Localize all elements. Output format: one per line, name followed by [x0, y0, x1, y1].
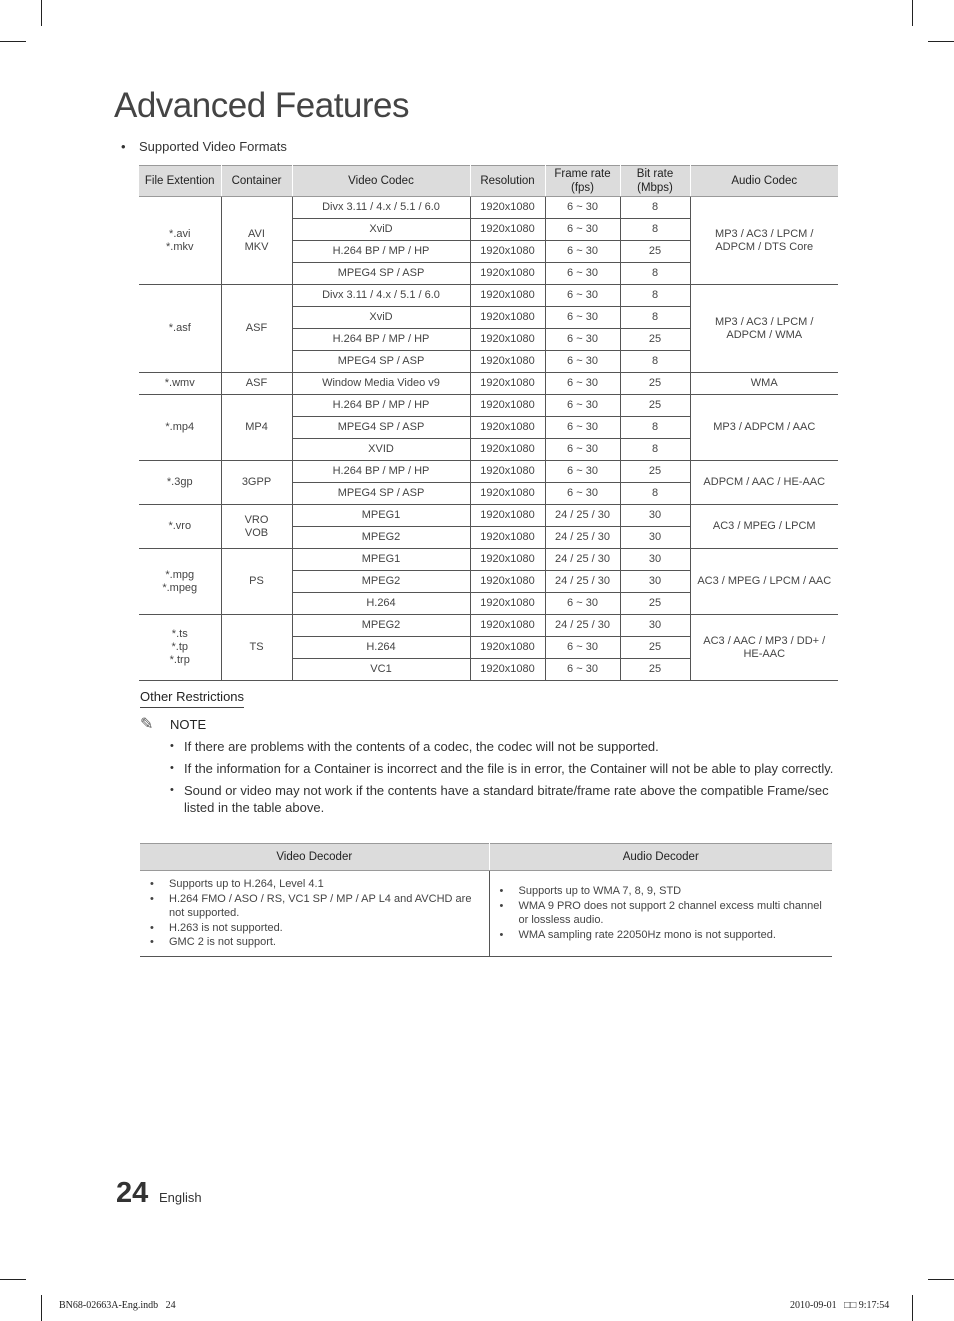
other-restrictions-heading: Other Restrictions: [140, 689, 244, 708]
audio-codec-cell: MP3 / ADPCM / AAC: [690, 395, 838, 461]
bit-rate-cell: 25: [620, 373, 690, 395]
video-codec-cell: MPEG4 SP / ASP: [292, 417, 470, 439]
crop-mark: [0, 41, 26, 42]
list-item: [148, 935, 481, 950]
table-row: [139, 285, 838, 307]
table-row: [139, 197, 838, 219]
resolution-cell: 1920x1080: [470, 197, 545, 219]
resolution-cell: 1920x1080: [470, 395, 545, 417]
video-codec-cell: MPEG2: [292, 527, 470, 549]
crop-mark: [912, 1295, 913, 1321]
list-item-text: WMA sampling rate 22050Hz mono is not supported.: [518, 928, 776, 941]
bullet-icon: •: [121, 139, 126, 154]
list-item-text: If there are problems with the contents of a codec, the codec will not be supported.: [184, 739, 659, 754]
video-codec-cell: MPEG4 SP / ASP: [292, 263, 470, 285]
frame-rate-header: Frame rate (fps): [545, 166, 620, 197]
bullet-icon: •: [170, 762, 174, 774]
list-item: [170, 738, 842, 755]
bit-rate-cell: 30: [620, 549, 690, 571]
container-cell: MP4: [221, 395, 292, 461]
decoder-header-row: [140, 844, 832, 871]
video-decoder-cell: [140, 871, 489, 957]
resolution-cell: 1920x1080: [470, 329, 545, 351]
list-item: [148, 921, 481, 936]
table-row: [139, 461, 838, 483]
frame-rate-cell: 6 ~ 30: [545, 659, 620, 681]
frame-rate-cell: 6 ~ 30: [545, 351, 620, 373]
frame-rate-cell: 6 ~ 30: [545, 307, 620, 329]
resolution-cell: 1920x1080: [470, 615, 545, 637]
resolution-cell: 1920x1080: [470, 659, 545, 681]
resolution-cell: 1920x1080: [470, 593, 545, 615]
container-cell: AVI MKV: [221, 197, 292, 285]
table-row: [139, 505, 838, 527]
section-bullet: [121, 139, 287, 154]
bullet-icon: •: [150, 892, 154, 905]
bit-rate-cell: 25: [620, 659, 690, 681]
bullet-icon: •: [170, 740, 174, 752]
decoder-body-row: [140, 871, 832, 957]
audio-codec-cell: AC3 / MPEG / LPCM: [690, 505, 838, 549]
video-codec-cell: H.264: [292, 637, 470, 659]
bit-rate-cell: 25: [620, 637, 690, 659]
file-extention-header: File Extention: [139, 166, 221, 197]
video-codec-cell: XviD: [292, 219, 470, 241]
crop-mark: [928, 41, 954, 42]
video-codec-cell: MPEG1: [292, 549, 470, 571]
print-timestamp: 2010-09-01 □□ 9:17:54: [790, 1300, 890, 1311]
frame-rate-cell: 6 ~ 30: [545, 241, 620, 263]
video-codec-cell: H.264 BP / MP / HP: [292, 241, 470, 263]
bit-rate-cell: 25: [620, 241, 690, 263]
resolution-cell: 1920x1080: [470, 285, 545, 307]
frame-rate-cell: 6 ~ 30: [545, 593, 620, 615]
container-cell: ASF: [221, 285, 292, 373]
crop-mark: [928, 1279, 954, 1280]
container-cell: 3GPP: [221, 461, 292, 505]
frame-rate-cell: 6 ~ 30: [545, 439, 620, 461]
list-item-text: GMC 2 is not support.: [169, 936, 276, 948]
list-item-text: WMA 9 PRO does not support 2 channel excess multi channel or lossless audio.: [518, 899, 822, 927]
file-extension-cell: *.3gp: [139, 461, 221, 505]
frame-rate-cell: 6 ~ 30: [545, 263, 620, 285]
list-item: [498, 884, 825, 899]
video-codec-cell: MPEG2: [292, 615, 470, 637]
audio-decoder-cell: [489, 871, 832, 957]
bit-rate-cell: 8: [620, 351, 690, 373]
resolution-cell: 1920x1080: [470, 637, 545, 659]
table-header-row: [139, 166, 838, 197]
frame-rate-cell: 6 ~ 30: [545, 285, 620, 307]
bit-rate-cell: 25: [620, 461, 690, 483]
resolution-cell: 1920x1080: [470, 417, 545, 439]
frame-rate-cell: 24 / 25 / 30: [545, 527, 620, 549]
bit-rate-cell: 30: [620, 571, 690, 593]
resolution-cell: 1920x1080: [470, 263, 545, 285]
video-codec-cell: XVID: [292, 439, 470, 461]
resolution-cell: 1920x1080: [470, 527, 545, 549]
table-row: [139, 615, 838, 637]
file-extension-cell: *.mp4: [139, 395, 221, 461]
table-row: [139, 549, 838, 571]
audio-codec-cell: AC3 / MPEG / LPCM / AAC: [690, 549, 838, 615]
resolution-cell: 1920x1080: [470, 505, 545, 527]
bit-rate-cell: 8: [620, 439, 690, 461]
bit-rate-cell: 8: [620, 285, 690, 307]
frame-rate-cell: 6 ~ 30: [545, 461, 620, 483]
frame-rate-cell: 24 / 25 / 30: [545, 615, 620, 637]
resolution-cell: 1920x1080: [470, 351, 545, 373]
bit-rate-cell: 25: [620, 329, 690, 351]
bit-rate-cell: 30: [620, 505, 690, 527]
audio-decoder-list: [498, 884, 825, 942]
page-number: 24: [116, 1177, 149, 1209]
audio-codec-header: Audio Codec: [690, 166, 838, 197]
bullet-icon: •: [499, 928, 504, 941]
video-codec-cell: MPEG2: [292, 571, 470, 593]
resolution-cell: 1920x1080: [470, 241, 545, 263]
restrictions-list: [170, 738, 842, 821]
bullet-icon: •: [150, 936, 154, 948]
audio-decoder-header: Audio Decoder: [489, 844, 832, 871]
video-codec-cell: H.264 BP / MP / HP: [292, 461, 470, 483]
container-cell: TS: [221, 615, 292, 681]
bullet-icon: •: [499, 885, 504, 898]
bit-rate-cell: 25: [620, 395, 690, 417]
resolution-cell: 1920x1080: [470, 483, 545, 505]
bit-rate-header: Bit rate (Mbps): [620, 166, 690, 197]
list-item: [498, 899, 825, 928]
supported-video-formats-table: [139, 165, 838, 681]
frame-rate-cell: 6 ~ 30: [545, 483, 620, 505]
bit-rate-cell: 8: [620, 483, 690, 505]
frame-rate-cell: 6 ~ 30: [545, 637, 620, 659]
file-extension-cell: *.wmv: [139, 373, 221, 395]
bit-rate-cell: 8: [620, 219, 690, 241]
list-item: [170, 760, 842, 777]
pencil-note-icon: ✎: [140, 716, 154, 733]
audio-codec-cell: MP3 / AC3 / LPCM / ADPCM / DTS Core: [690, 197, 838, 285]
bullet-icon: •: [150, 921, 154, 934]
file-extension-cell: *.avi *.mkv: [139, 197, 221, 285]
frame-rate-cell: 6 ~ 30: [545, 219, 620, 241]
page-language: English: [159, 1190, 202, 1205]
container-cell: PS: [221, 549, 292, 615]
video-codec-cell: Divx 3.11 / 4.x / 5.1 / 6.0: [292, 197, 470, 219]
bullet-icon: •: [499, 899, 504, 912]
resolution-cell: 1920x1080: [470, 439, 545, 461]
resolution-cell: 1920x1080: [470, 307, 545, 329]
table-row: [139, 373, 838, 395]
file-extension-cell: *.asf: [139, 285, 221, 373]
list-item-text: If the information for a Container is incorrect and the file is in error, the Container will not be able to play correctly.: [184, 761, 834, 776]
bit-rate-cell: 25: [620, 593, 690, 615]
file-extension-cell: *.mpg *.mpeg: [139, 549, 221, 615]
crop-mark: [0, 1279, 26, 1280]
container-cell: VRO VOB: [221, 505, 292, 549]
bit-rate-cell: 30: [620, 527, 690, 549]
frame-rate-cell: 6 ~ 30: [545, 329, 620, 351]
video-decoder-list: [148, 877, 481, 950]
note-label: NOTE: [170, 717, 207, 732]
video-codec-cell: Divx 3.11 / 4.x / 5.1 / 6.0: [292, 285, 470, 307]
list-item-text: Supports up to H.264, Level 4.1: [169, 878, 324, 890]
video-codec-cell: XviD: [292, 307, 470, 329]
frame-rate-cell: 6 ~ 30: [545, 373, 620, 395]
resolution-cell: 1920x1080: [470, 461, 545, 483]
bullet-icon: •: [150, 878, 154, 890]
video-codec-header: Video Codec: [292, 166, 470, 197]
crop-mark: [912, 0, 913, 26]
list-item-text: Supports up to WMA 7, 8, 9, STD: [518, 885, 682, 898]
audio-codec-cell: AC3 / AAC / MP3 / DD+ / HE-AAC: [690, 615, 838, 681]
frame-rate-cell: 6 ~ 30: [545, 197, 620, 219]
list-item: [498, 928, 825, 943]
list-item: [170, 782, 842, 816]
video-codec-cell: MPEG4 SP / ASP: [292, 351, 470, 373]
section-bullet-label: Supported Video Formats: [139, 139, 287, 154]
decoder-table: [140, 843, 832, 957]
audio-codec-cell: MP3 / AC3 / LPCM / ADPCM / WMA: [690, 285, 838, 373]
file-extension-cell: *.ts *.tp *.trp: [139, 615, 221, 681]
frame-rate-cell: 24 / 25 / 30: [545, 549, 620, 571]
list-item-text: H.263 is not supported.: [169, 921, 283, 934]
video-codec-cell: H.264 BP / MP / HP: [292, 395, 470, 417]
video-codec-cell: Window Media Video v9: [292, 373, 470, 395]
bit-rate-cell: 30: [620, 615, 690, 637]
audio-codec-cell: ADPCM / AAC / HE-AAC: [690, 461, 838, 505]
video-codec-cell: MPEG1: [292, 505, 470, 527]
list-item: [148, 877, 481, 892]
frame-rate-cell: 6 ~ 30: [545, 395, 620, 417]
video-decoder-header: Video Decoder: [140, 844, 489, 871]
table-row: [139, 395, 838, 417]
bullet-icon: •: [170, 784, 174, 796]
bit-rate-cell: 8: [620, 263, 690, 285]
resolution-cell: 1920x1080: [470, 549, 545, 571]
frame-rate-cell: 6 ~ 30: [545, 417, 620, 439]
resolution-header: Resolution: [470, 166, 545, 197]
container-header: Container: [221, 166, 292, 197]
video-codec-cell: H.264: [292, 593, 470, 615]
video-codec-cell: VC1: [292, 659, 470, 681]
resolution-cell: 1920x1080: [470, 373, 545, 395]
video-codec-cell: H.264 BP / MP / HP: [292, 329, 470, 351]
crop-mark: [41, 0, 42, 26]
list-item: [148, 892, 481, 921]
file-extension-cell: *.vro: [139, 505, 221, 549]
list-item-text: H.264 FMO / ASO / RS, VC1 SP / MP / AP L4 and AVCHD are not supported.: [169, 892, 472, 919]
bit-rate-cell: 8: [620, 307, 690, 329]
bit-rate-cell: 8: [620, 197, 690, 219]
video-codec-cell: MPEG4 SP / ASP: [292, 483, 470, 505]
frame-rate-cell: 24 / 25 / 30: [545, 571, 620, 593]
bit-rate-cell: 8: [620, 417, 690, 439]
page-title: Advanced Features: [114, 86, 410, 125]
print-file-name: BN68-02663A-Eng.indb 24: [59, 1300, 176, 1311]
crop-mark: [41, 1295, 42, 1321]
resolution-cell: 1920x1080: [470, 571, 545, 593]
audio-codec-cell: WMA: [690, 373, 838, 395]
resolution-cell: 1920x1080: [470, 219, 545, 241]
frame-rate-cell: 24 / 25 / 30: [545, 505, 620, 527]
list-item-text: Sound or video may not work if the contents have a standard bitrate/frame rate above the compatible Frame/sec listed in the table above.: [184, 783, 829, 815]
container-cell: ASF: [221, 373, 292, 395]
